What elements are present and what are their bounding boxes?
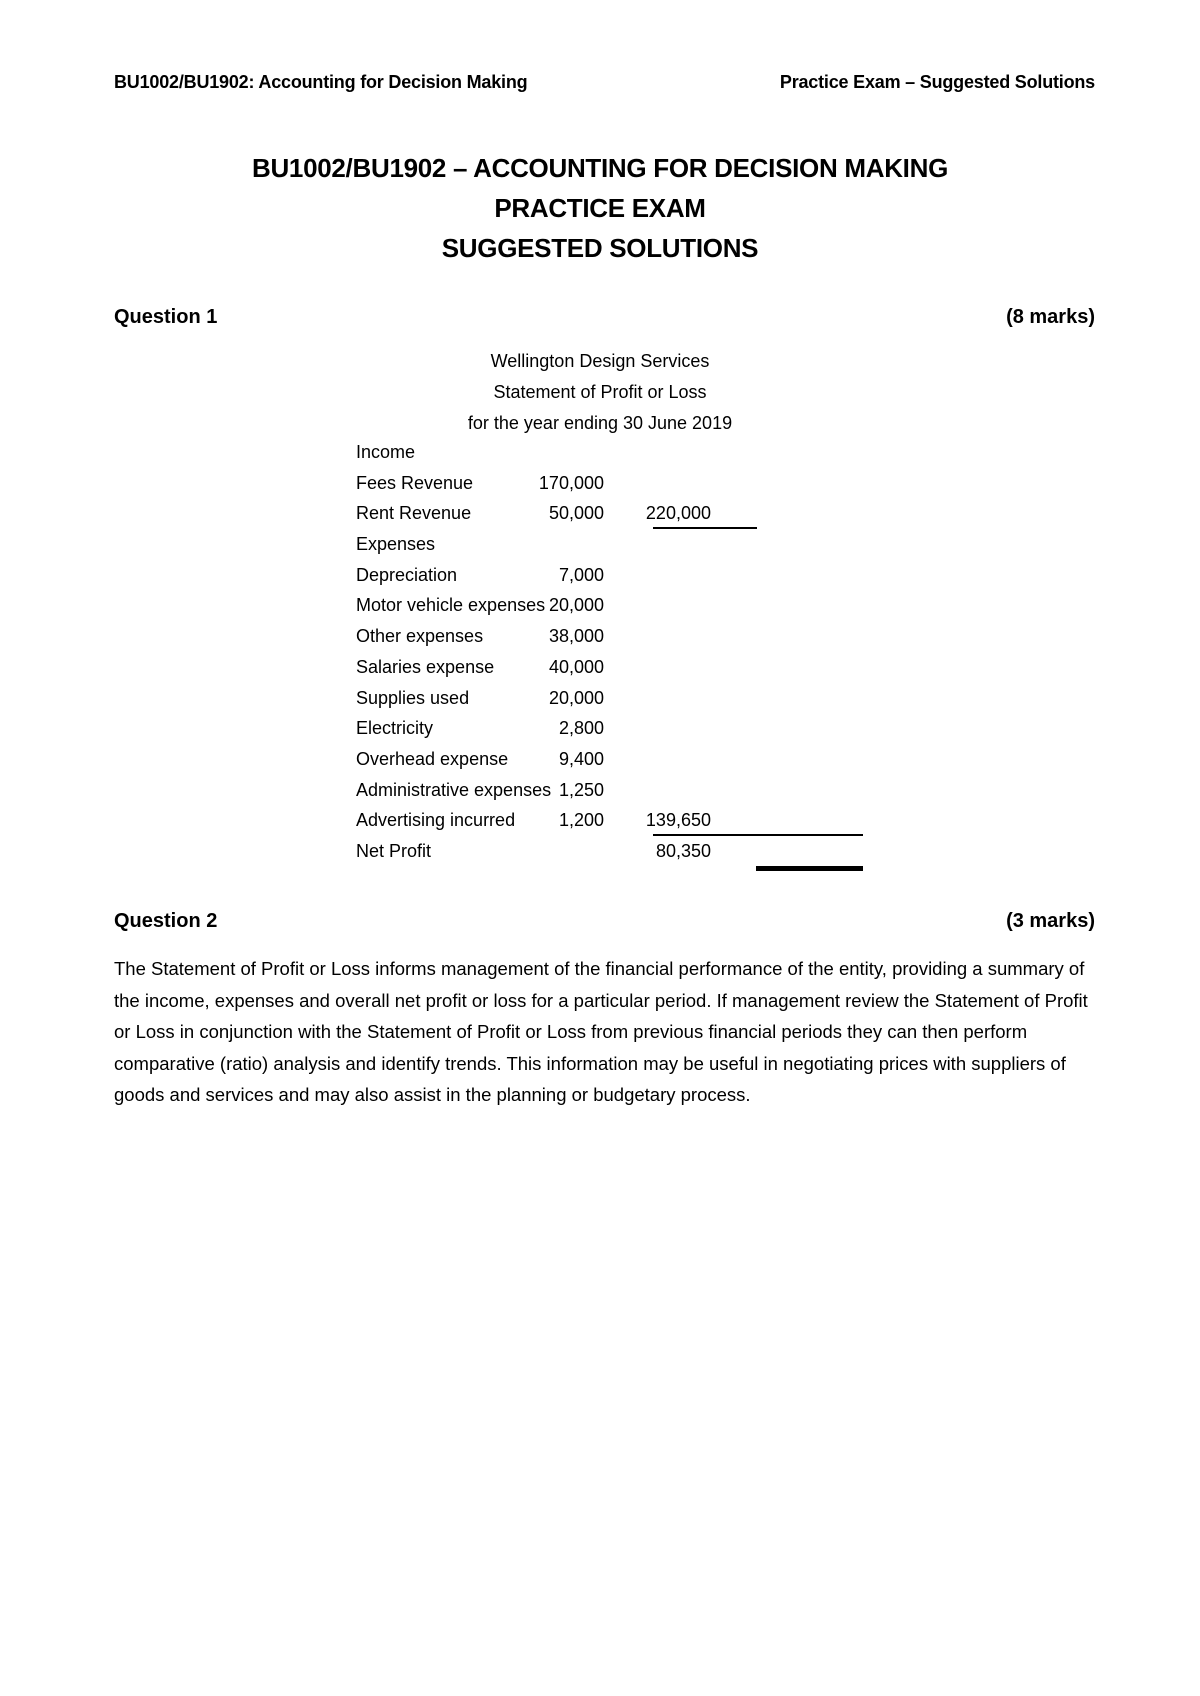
statement-row-label: Rent Revenue xyxy=(356,503,472,524)
statement-row xyxy=(356,468,866,499)
net-profit-double-rule xyxy=(756,866,863,871)
statement-row xyxy=(356,713,866,744)
title-line-2: PRACTICE EXAM xyxy=(494,193,706,223)
header-document-type: Practice Exam – Suggested Solutions xyxy=(779,72,1095,92)
statement-row-amount: 50,000 xyxy=(548,503,604,524)
statement-row-amount: 20,000 xyxy=(548,687,604,708)
question-2-answer: The Statement of Profit or Loss informs management of the financial performance of the entity, providing a summary of the income, expenses and overall net profit or loss for a particular period. If management review the Statement of Profit or Loss in conjunction with the Statement of Profit or Loss from previous financial periods they can then perform comparative (ratio) analysis and identify trends. This information may be useful in negotiating prices with suppliers of goods and services and may also assist in the planning or budgetary process. xyxy=(114,958,1088,1106)
profit-loss-statement xyxy=(356,437,866,867)
statement-row xyxy=(356,529,866,560)
statement-row-amount: 1,200 xyxy=(558,810,604,831)
statement-row-label: Overhead expense xyxy=(356,748,509,769)
statement-entity: Wellington Design Services xyxy=(490,351,710,371)
statement-row xyxy=(356,652,866,683)
title-line-3: SUGGESTED SOLUTIONS xyxy=(441,233,759,263)
question-1-marks: (8 marks) xyxy=(1006,306,1095,328)
question-2-marks: (3 marks) xyxy=(1006,910,1095,932)
question-2-label: Question 2 xyxy=(114,910,218,932)
statement-row-total: 80,350 xyxy=(655,840,711,861)
running-header xyxy=(114,72,1095,93)
statement-row-label: Supplies used xyxy=(356,687,470,708)
statement-row-label: Electricity xyxy=(356,718,434,739)
statement-row-label: Other expenses xyxy=(356,626,484,647)
statement-row xyxy=(356,590,866,621)
statement-name: Statement of Profit or Loss xyxy=(493,382,707,402)
statement-period: for the year ending 30 June 2019 xyxy=(467,413,733,433)
statement-row xyxy=(356,683,866,714)
statement-row-label: Fees Revenue xyxy=(356,472,474,493)
statement-row xyxy=(356,836,866,867)
statement-row xyxy=(356,437,866,468)
statement-row xyxy=(356,805,866,836)
statement-row-label: Expenses xyxy=(356,534,436,555)
header-course-title: BU1002/BU1902: Accounting for Decision Making xyxy=(114,72,528,92)
statement-row-label: Net Profit xyxy=(356,840,432,861)
statement-row-amount: 38,000 xyxy=(548,626,604,647)
question-1-label: Question 1 xyxy=(114,306,218,328)
statement-row xyxy=(356,498,866,529)
statement-row-amount: 1,250 xyxy=(558,779,604,800)
statement-heading xyxy=(0,346,1200,439)
statement-row-total: 139,650 xyxy=(645,810,711,831)
statement-row xyxy=(356,744,866,775)
question-1-heading xyxy=(114,306,1095,329)
statement-row-label: Motor vehicle expenses xyxy=(356,595,546,616)
subtotal-rule xyxy=(653,834,863,836)
statement-row-label: Advertising incurred xyxy=(356,810,516,831)
subtotal-rule xyxy=(653,527,757,529)
statement-row-label: Salaries expense xyxy=(356,656,495,677)
question-2-heading xyxy=(114,910,1095,933)
statement-row xyxy=(356,560,866,591)
statement-row-amount: 7,000 xyxy=(558,564,604,585)
statement-row-label: Income xyxy=(356,442,416,462)
statement-row-label: Depreciation xyxy=(356,564,458,585)
statement-row-amount: 9,400 xyxy=(558,748,604,769)
statement-row-amount: 40,000 xyxy=(548,656,604,677)
statement-row xyxy=(356,621,866,652)
statement-row-amount: 20,000 xyxy=(548,595,604,616)
title-line-1: BU1002/BU1902 – ACCOUNTING FOR DECISION MAKING xyxy=(251,153,949,183)
statement-row-amount: 2,800 xyxy=(558,718,604,739)
statement-row-amount: 170,000 xyxy=(538,472,604,493)
statement-row xyxy=(356,775,866,806)
statement-row-total: 220,000 xyxy=(645,503,711,524)
statement-row-label: Administrative expenses xyxy=(356,779,552,800)
document-title xyxy=(0,148,1200,268)
